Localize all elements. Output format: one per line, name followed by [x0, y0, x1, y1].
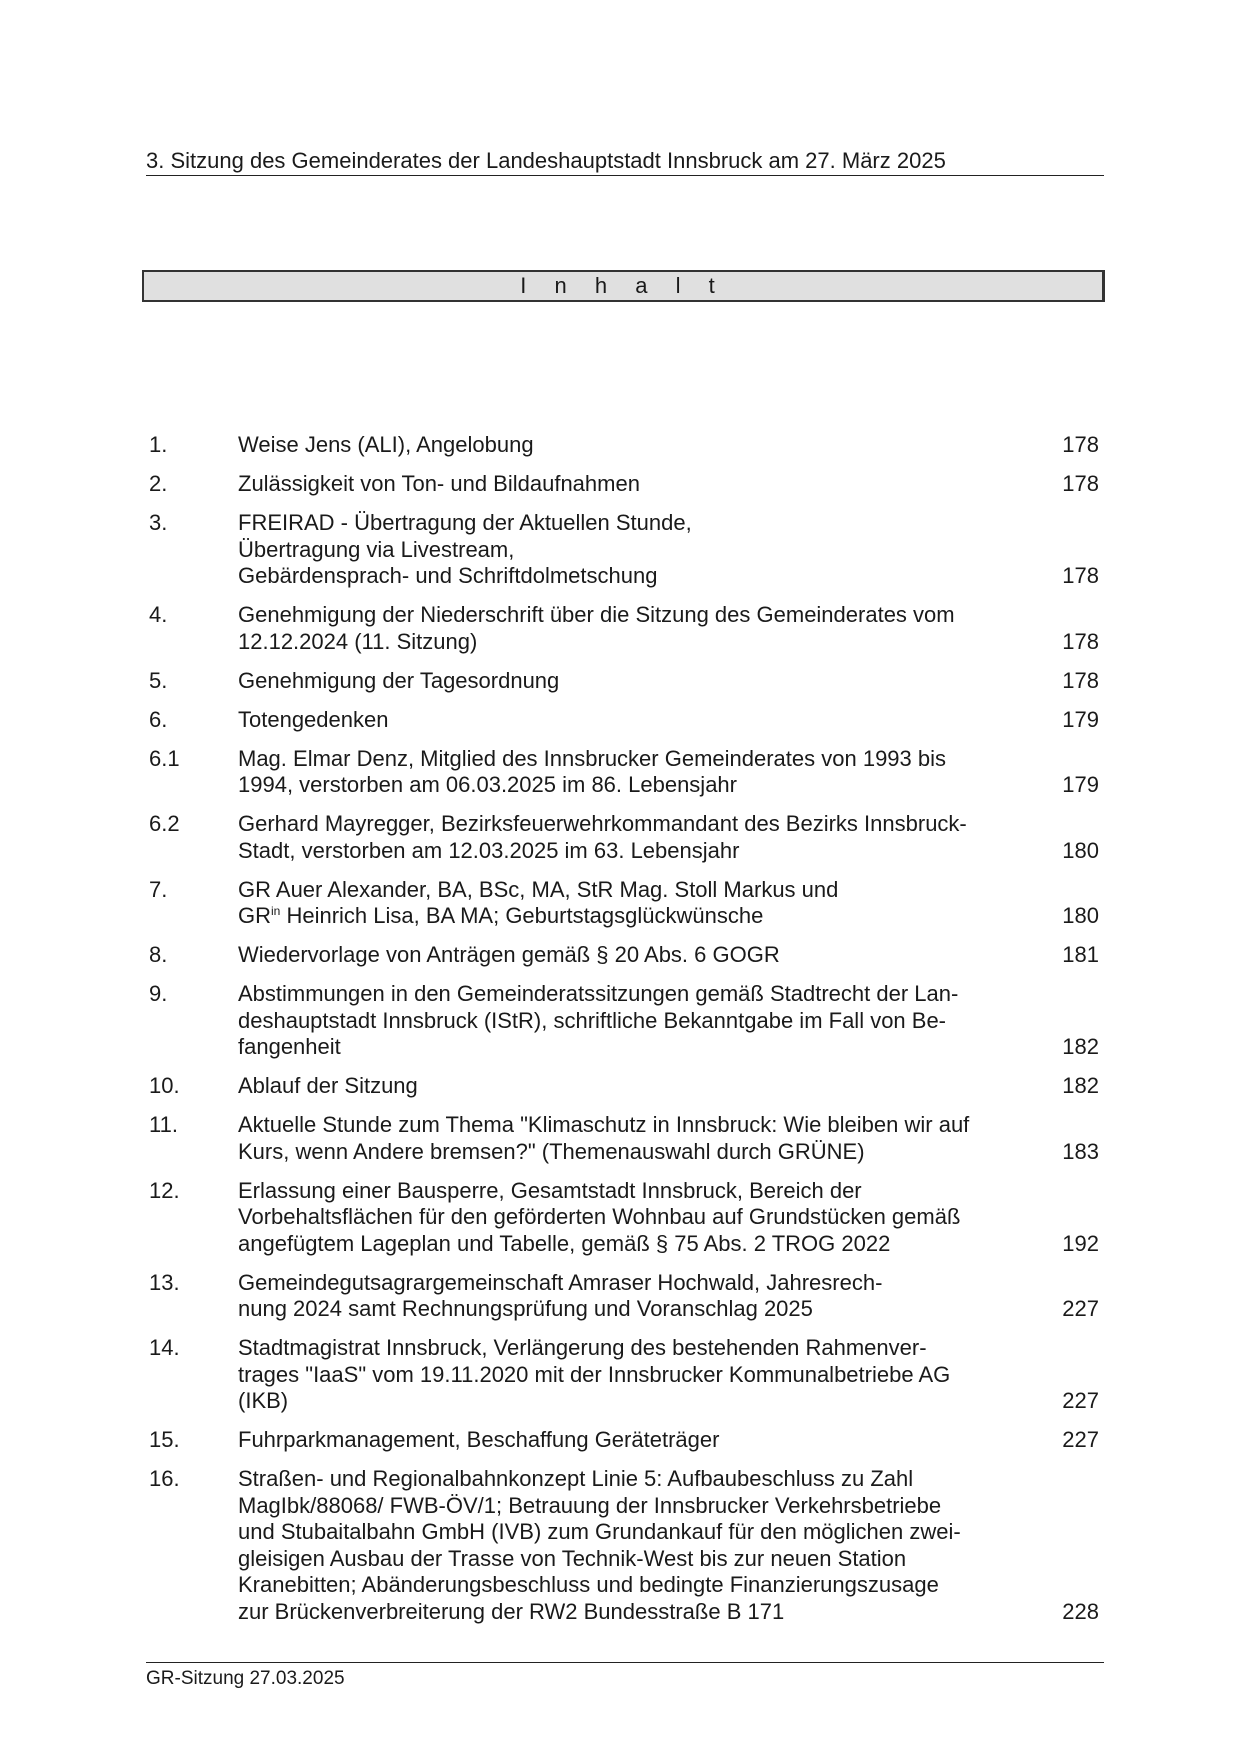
toc-entry-page: 179	[1062, 772, 1099, 797]
toc-entry-title: Fuhrparkmanagement, Beschaffung Geräteträger	[238, 1427, 720, 1452]
document-footer: GR-Sitzung 27.03.2025	[146, 1662, 1104, 1690]
toc-entry-title: Gerhard Mayregger, Bezirksfeuerwehrkommandant des Bezirks Innsbruck- Stadt, verstorben am 12.03.2025 im 63. Lebensjahr	[238, 811, 967, 863]
toc-entry-number: 14.	[149, 1335, 180, 1360]
toc-entry	[149, 1178, 1099, 1258]
toc-entry-title: Gemeindegutsagrargemeinschaft Amraser Hochwald, Jahresrech- nung 2024 samt Rechnungsprüfung und Voranschlag 2025	[238, 1269, 883, 1321]
toc-entry-number: 13.	[149, 1269, 180, 1295]
toc-entry-title: Erlassung einer Bausperre, Gesamtstadt Innsbruck, Bereich der Vorbehaltsflächen für den geförderten Wohnbau auf Grundstücken gemäß angefügtem Lageplan und Tabelle, gemäß § 75 Abs. 2 TROG 2022	[238, 1177, 961, 1256]
toc-entry	[149, 471, 1099, 498]
toc-entry-page: 228	[1062, 1598, 1099, 1624]
toc-entry	[149, 1335, 1099, 1415]
toc-entry-number: 6.2	[149, 811, 180, 836]
toc-entry-page: 227	[1062, 1296, 1099, 1321]
toc-entry-number: 7.	[149, 876, 168, 902]
toc-entry-page: 192	[1062, 1230, 1099, 1256]
toc-entry	[149, 746, 1099, 799]
toc-entry-page: 180	[1062, 903, 1099, 928]
toc-entry	[149, 1112, 1099, 1165]
toc-entry	[149, 942, 1099, 969]
toc-entry-page: 182	[1062, 1034, 1099, 1059]
contents-heading: I n h a l t	[142, 270, 1105, 302]
toc-entry-title: Genehmigung der Tagesordnung	[238, 667, 560, 693]
toc-entry-number: 1.	[149, 432, 168, 457]
toc-entry-title: GR Auer Alexander, BA, BSc, MA, StR Mag. Stoll Markus und $GR^{in}$ Heinrich Lisa, BA MA; Geburtstagsglückwünsche	[238, 876, 839, 928]
toc-entry	[149, 1073, 1099, 1100]
toc-entry-title: Mag. Elmar Denz, Mitglied des Innsbrucker Gemeinderates von 1993 bis 1994, verstorben am 06.03.2025 im 86. Lebensjahr	[238, 745, 947, 797]
toc-entry	[149, 877, 1099, 930]
toc-entry	[149, 602, 1099, 655]
toc-entry-page: 178	[1062, 667, 1099, 693]
toc-entry-page: 178	[1062, 471, 1099, 496]
toc-entry-number: 6.1	[149, 745, 180, 771]
toc-entry-number: 10.	[149, 1073, 180, 1098]
toc-entry	[149, 981, 1099, 1061]
toc-entry	[149, 1427, 1099, 1454]
toc-entry-title: Totengedenken	[238, 706, 389, 732]
toc-entry-title: Abstimmungen in den Gemeinderatssitzungen gemäß Stadtrecht der Lan- deshauptstadt Innsbruck (IStR), schriftliche Bekanntgabe im Fall von Be- fangenheit	[238, 981, 959, 1059]
toc-entry-page: 180	[1062, 837, 1099, 863]
toc-entry	[149, 432, 1099, 459]
toc-entry-page: 178	[1062, 628, 1099, 654]
toc-entry	[149, 707, 1099, 734]
toc-entry	[149, 811, 1099, 864]
toc-entry-page: 178	[1062, 563, 1099, 588]
toc-entry-number: 16.	[149, 1466, 180, 1491]
toc-entry-page: 181	[1062, 942, 1099, 967]
toc-entry-number: 12.	[149, 1177, 180, 1203]
toc-entry-number: 3.	[149, 510, 168, 535]
toc-entry-page: 182	[1062, 1073, 1099, 1098]
toc-entry	[149, 1270, 1099, 1323]
toc-entry-title: Aktuelle Stunde zum Thema "Klimaschutz in Innsbruck: Wie bleiben wir auf Kurs, wenn Andere bremsen?" (Themenauswahl durch GRÜNE)	[238, 1112, 970, 1164]
toc-entry-title: Zulässigkeit von Ton- und Bildaufnahmen	[238, 471, 640, 496]
toc-entry-number: 11.	[149, 1112, 178, 1137]
toc-entry-number: 9.	[149, 981, 168, 1006]
toc-entry	[149, 510, 1099, 590]
toc-entry-title: Straßen- und Regionalbahnkonzept Linie 5: Aufbaubeschluss zu Zahl MagIbk/88068/ FWB-ÖV/1; Betrauung der Innsbrucker Verkehrsbetriebe und Stubaitalbahn GmbH (IVB) zum Grundankauf für den möglichen zwei- gleisigen Ausbau der Trasse von Technik-West bis zur neuen Station Kranebitten; Abänderungsbeschluss und bedingte Finanzierungszusage zur Brückenverbreiterung der RW2 Bundesstraße B 171	[238, 1466, 961, 1624]
toc-entry	[149, 668, 1099, 695]
toc-entry-number: 4.	[149, 602, 168, 627]
toc-entry-number: 8.	[149, 942, 168, 967]
toc-entry-number: 15.	[149, 1427, 180, 1452]
toc-entry-title: Weise Jens (ALI), Angelobung	[238, 432, 534, 457]
toc-entry-title: Genehmigung der Niederschrift über die Sitzung des Gemeinderates vom 12.12.2024 (11. Sitzung)	[238, 602, 955, 654]
toc-entry	[149, 1466, 1099, 1625]
toc-entry-number: 6.	[149, 706, 168, 732]
toc-entry-page: 227	[1062, 1427, 1099, 1452]
toc-entry-title: Wiedervorlage von Anträgen gemäß § 20 Abs. 6 GOGR	[238, 942, 780, 967]
toc-entry-title: FREIRAD - Übertragung der Aktuellen Stunde, Übertragung via Livestream, Gebärdensprach- und Schriftdolmetschung	[238, 510, 692, 588]
toc-entry-page: 179	[1062, 706, 1099, 732]
toc-entry-number: 2.	[149, 471, 168, 496]
toc-entry-title: Ablauf der Sitzung	[238, 1073, 418, 1098]
toc-entry-title: Stadtmagistrat Innsbruck, Verlängerung des bestehenden Rahmenver- trages "IaaS" vom 19.11.2020 mit der Innsbrucker Kommunalbetriebe AG (IKB)	[238, 1335, 951, 1413]
toc-entry-page: 183	[1062, 1138, 1099, 1164]
document-header: 3. Sitzung des Gemeinderates der Landeshauptstadt Innsbruck am 27. März 2025	[146, 148, 1104, 176]
toc-entry-page: 178	[1062, 432, 1099, 457]
toc-entry-page: 227	[1062, 1388, 1099, 1413]
table-of-contents	[149, 432, 1099, 1638]
toc-entry-number: 5.	[149, 667, 168, 693]
